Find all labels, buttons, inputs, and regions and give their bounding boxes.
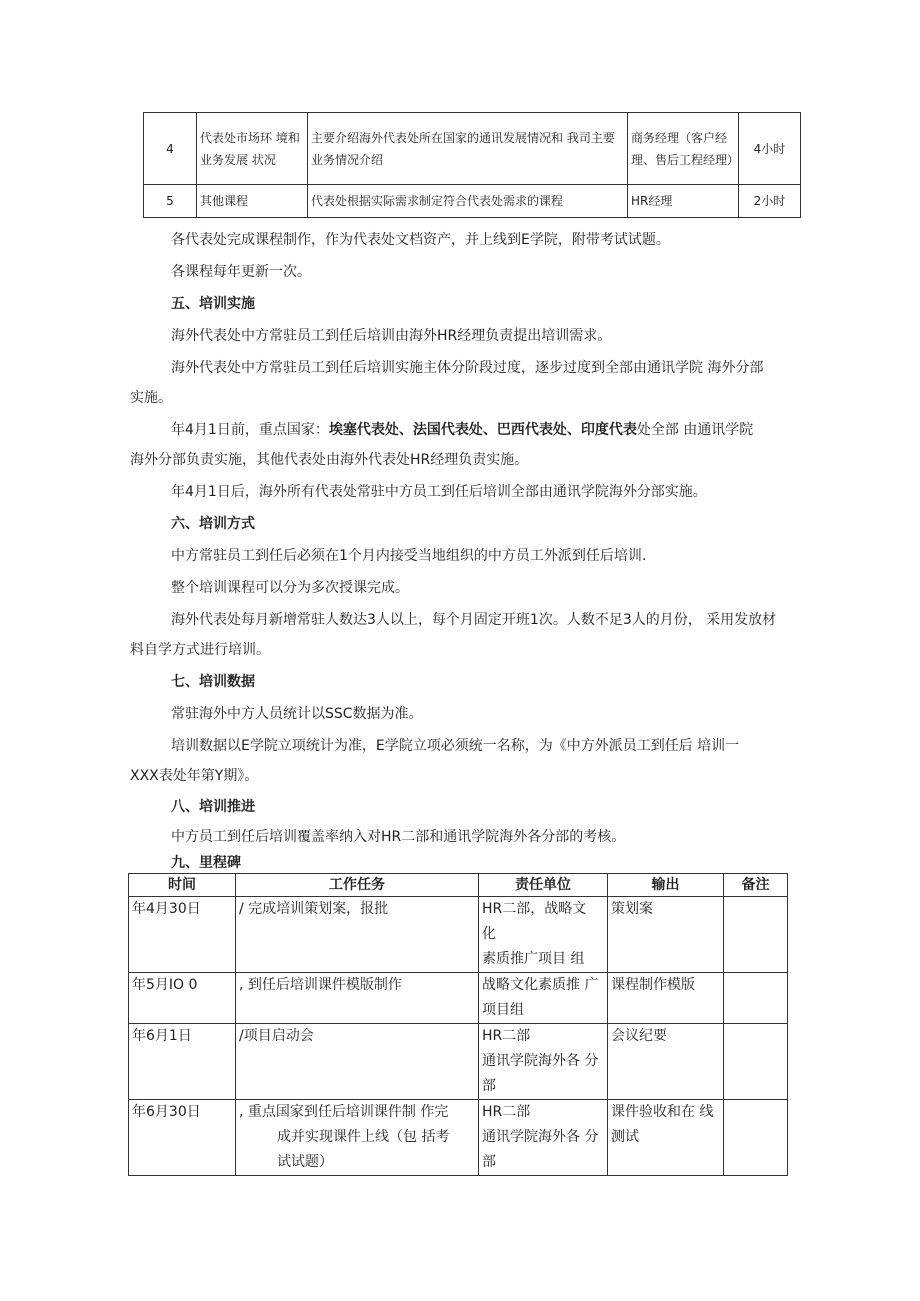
task-line: , 重点国家到任后培训课件制 作完 (239, 1104, 449, 1120)
milestone-task (236, 897, 479, 973)
course-duration: 2小时 (739, 185, 801, 218)
course-table (143, 112, 801, 218)
milestone-note (724, 973, 788, 1024)
paragraph: 各课程每年更新一次。 (171, 264, 311, 280)
milestone-output (608, 1024, 724, 1100)
output-line: 课程制作模版 (611, 977, 695, 993)
paragraph-text: 处全部 由通讯学院 (636, 422, 754, 438)
owner-line: HR二部 (482, 1028, 531, 1044)
section-heading: 六、培训方式 (171, 516, 255, 532)
paragraph: XXX表处年第Y期》。 (130, 768, 259, 784)
milestone-output (608, 897, 724, 973)
task-line: 成并实现课件上线（包 括考 (277, 1129, 450, 1145)
task-line: 试试题） (277, 1154, 333, 1170)
milestone-task (236, 1024, 479, 1100)
milestone-owner (479, 973, 608, 1024)
paragraph: 实施。 (130, 390, 172, 406)
course-lecturer: 商务经理（客户经理、售后工程经理） (628, 113, 739, 185)
paragraph: 各代表处完成课程制作，作为代表处文档资产，并上线到E学院，附带考试试题。 (171, 232, 670, 248)
table-row (144, 113, 801, 185)
table-row (129, 1024, 788, 1100)
course-topic: 其他课程 (197, 185, 308, 218)
milestone-time: 年5月IO 0 (129, 973, 236, 1024)
milestone-task (236, 973, 479, 1024)
section-heading: 七、培训数据 (171, 674, 255, 690)
milestone-note (724, 1024, 788, 1100)
paragraph-bold-text: 埃塞代表处、法国代表处、巴西代表处、印度代表 (328, 422, 637, 438)
course-duration: 4小时 (739, 113, 801, 185)
owner-line: 战略文化素质推 广 (482, 977, 599, 993)
milestone-time: 年6月30日 (129, 1100, 236, 1176)
table-row (129, 973, 788, 1024)
owner-line: 通讯学院海外各 分 (482, 1053, 599, 1069)
owner-line: 通讯学院海外各 分 (482, 1129, 599, 1145)
milestone-note (724, 897, 788, 973)
course-no: 5 (144, 185, 197, 218)
milestone-table (128, 873, 788, 1176)
output-line: 测试 (611, 1129, 639, 1145)
table-row (144, 185, 801, 218)
section-heading: 八、培训推进 (171, 799, 255, 815)
paragraph: 海外分部负责实施，其他代表处由海外代表处HR经理负责实施。 (130, 452, 529, 468)
milestone-time: 年6月1日 (129, 1024, 236, 1100)
milestone-owner (479, 1100, 608, 1176)
owner-line: HR二部 (482, 1104, 531, 1120)
paragraph: 料自学方式进行培训。 (130, 642, 270, 658)
course-content: 主要介绍海外代表处所在国家的通讯发展情况和 我司主要业务情况介绍 (308, 113, 628, 185)
owner-line: 部 (482, 1154, 496, 1170)
task-line: , 到任后培训课件模版制作 (239, 977, 402, 993)
course-lecturer: HR经理 (628, 185, 739, 218)
task-line: / 完成培训策划案，报批 (239, 901, 389, 917)
section-heading: 九、里程碑 (171, 855, 241, 871)
table-row (129, 897, 788, 973)
paragraph: 海外代表处每月新增常驻人数达3人以上，每个月固定开班1次。人数不足3人的月份， 采用发放材 (171, 612, 777, 628)
milestone-output (608, 973, 724, 1024)
paragraph: 年4月1日后，海外所有代表处常驻中方员工到任后培训全部由通讯学院海外分部实施。 (171, 484, 707, 500)
milestone-owner (479, 897, 608, 973)
paragraph: 中方常驻员工到任后必须在1个月内接受当地组织的中方员工外派到任后培训. (171, 548, 647, 564)
table-header-row (129, 874, 788, 897)
paragraph: 中方员工到任后培训覆盖率纳入对HR二部和通讯学院海外各分部的考核。 (171, 829, 626, 845)
column-header: 备注 (724, 874, 788, 897)
paragraph: 培训数据以E学院立项统计为准，E学院立项必须统一名称，为《中方外派员工到任后 培训一 (171, 738, 740, 754)
course-topic: 代表处市场环 境和业务发展 状况 (197, 113, 308, 185)
table-row (129, 1100, 788, 1176)
task-line: /项目启动会 (239, 1028, 314, 1044)
owner-line: 部 (482, 1078, 496, 1094)
owner-line: 素质推广项目 组 (482, 951, 585, 967)
paragraph: 常驻海外中方人员统计以SSC数据为准。 (171, 706, 423, 722)
paragraph: 海外代表处中方常驻员工到任后培训由海外HR经理负责提出培训需求。 (171, 328, 612, 344)
section-heading: 五、培训实施 (171, 296, 255, 312)
output-line: 会议纪要 (611, 1028, 667, 1044)
milestone-owner (479, 1024, 608, 1100)
milestone-time: 年4月30日 (129, 897, 236, 973)
owner-line: 项目组 (482, 1002, 524, 1018)
column-header: 工作任务 (236, 874, 479, 897)
column-header: 时间 (129, 874, 236, 897)
paragraph: 海外代表处中方常驻员工到任后培训实施主体分阶段过度，逐步过度到全部由通讯学院 海外分部 (171, 360, 764, 376)
output-line: 策划案 (611, 901, 653, 917)
milestone-output (608, 1100, 724, 1176)
course-content: 代表处根据实际需求制定符合代表处需求的课程 (308, 185, 628, 218)
output-line: 课件验收和在 线 (611, 1104, 714, 1120)
course-no: 4 (144, 113, 197, 185)
milestone-task (236, 1100, 479, 1176)
column-header: 输出 (608, 874, 724, 897)
column-header: 责任单位 (479, 874, 608, 897)
paragraph-text: 年4月1日前，重点国家： (171, 422, 329, 438)
milestone-note (724, 1100, 788, 1176)
paragraph (171, 420, 753, 440)
paragraph: 整个培训课程可以分为多次授课完成。 (171, 580, 409, 596)
owner-line: HR二部，战略文 化 (482, 901, 587, 942)
